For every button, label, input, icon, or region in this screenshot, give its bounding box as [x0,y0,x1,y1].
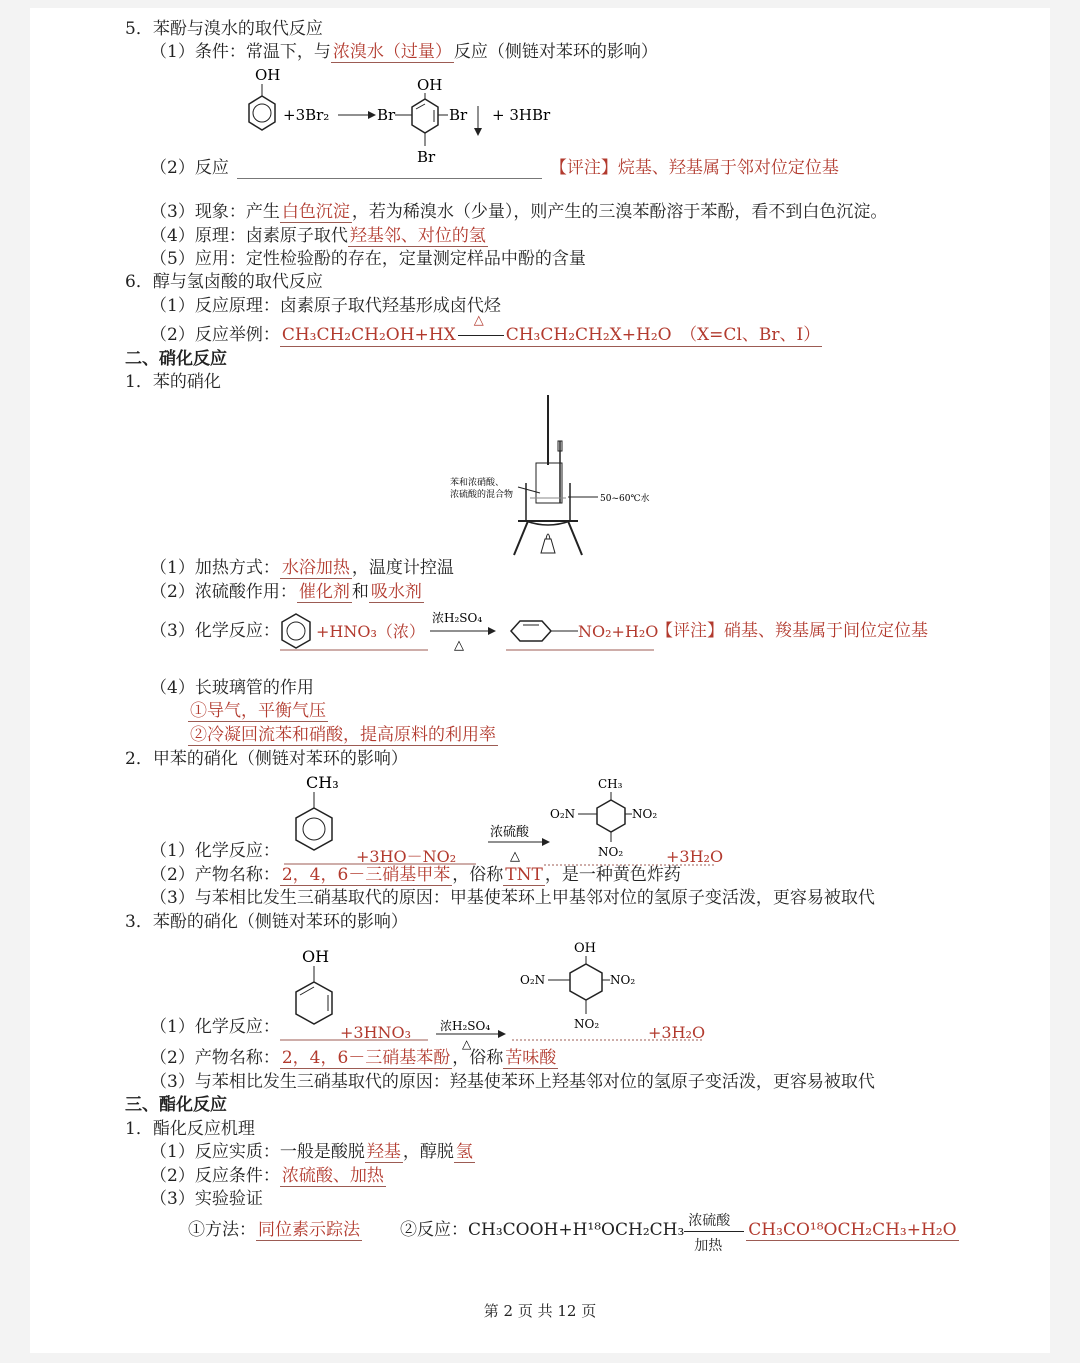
condition-line: （1）条件：常温下，与 浓溴水（过量） 反应（侧链对苯环的影响） [150,42,658,62]
reaction-line: （2）反应 【评注】烷基、羟基属于邻对位定位基 [150,158,839,178]
oh-label: OH [417,76,443,94]
section-title: 5．苯酚与溴水的取代反应 [125,19,323,39]
precipitate-arrow-icon [474,128,482,136]
sulfuric-acid-role-line: （2）浓硫酸作用： 催化剂 和 吸水剂 [150,582,422,602]
verification-line: （3）实验验证 [150,1189,263,1209]
toluene-reaction-label: （1）化学反应： [150,841,280,861]
section-heading: 三、酯化反应 [125,1095,227,1115]
phenomenon-line: （3）现象：产生 白色沉淀 ，若为稀溴水（少量），则产生的三溴苯酚溶于苯酚，看不到白色沉淀。 [150,202,888,222]
glass-tube-role-item: ①导气，平衡气压 [190,701,326,721]
condition-line: （2）反应条件： 浓硫酸、加热 [150,1166,384,1186]
subsection-title: 2．甲苯的硝化（侧链对苯环的影响） [125,749,408,769]
benzene-ring [570,964,602,1000]
product-name-line: （2）产物名称： 2，4，6－三硝基甲苯 ，俗称 TNT ，是一种黄色炸药 [150,865,681,885]
br-label: Br [377,106,396,124]
svg-text:浓H₂SO₄: 浓H₂SO₄ [432,611,483,625]
svg-text:OH: OH [574,941,596,956]
subsection-title: 1．苯的硝化 [125,372,221,392]
benzene-nitration-line: （3）化学反应： [150,621,280,641]
svg-text:NO₂: NO₂ [632,807,658,821]
svg-text:50~60℃水: 50~60℃水 [600,494,650,504]
reaction-arrow: 浓硫酸 加热 [684,1220,746,1242]
product-name-line: （2）产物名称： 2，4，6－三硝基苯酚 ，俗称 苦味酸 [150,1048,557,1068]
svg-text:CH₃: CH₃ [598,777,623,791]
reagent: +3Br₂ [283,106,330,124]
essence-line: （1）反应实质：一般是酸脱 羟基 ，醇脱 氢 [150,1142,473,1162]
section-title: 6．醇与氢卤酸的取代反应 [125,272,323,292]
svg-text:O₂N: O₂N [520,973,546,987]
principle-line: （4）原理：卤素原子取代 羟基邻、对位的氢 [150,226,486,246]
svg-text:+3H₂O: +3H₂O [666,847,724,866]
principle-line: （1）反应原理：卤素原子取代羟基形成卤代烃 [150,296,501,316]
svg-text:浓硫酸的混合物: 浓硫酸的混合物 [450,490,514,500]
heating-line: （1）加热方式： 水浴加热 ，温度计控温 [150,558,454,578]
application-line: （5）应用：定性检验酚的存在，定量测定样品中酚的含量 [150,249,586,269]
svg-text:浓H₂SO₄: 浓H₂SO₄ [440,1019,491,1033]
comment-note: 【评注】烷基、羟基属于邻对位定位基 [549,158,839,178]
svg-text:NO₂: NO₂ [574,1017,600,1031]
section-heading: 二、硝化反应 [125,349,227,369]
subsection-title: 1．酯化反应机理 [125,1119,255,1139]
svg-text:NO₂+H₂O: NO₂+H₂O [578,622,659,641]
phenol-nitration-equation [278,938,706,1052]
br-label: Br [417,148,436,166]
phenol-reaction-label: （1）化学反应： [150,1017,280,1037]
document-page [30,8,1050,1353]
benzene-ring [296,808,332,850]
svg-text:+HNO₃（浓）: +HNO₃（浓） [316,622,425,641]
svg-text:+3HNO₃: +3HNO₃ [340,1023,412,1042]
benzene-ring [597,800,625,832]
benzene-ring [282,614,310,648]
answer-text: 浓溴水（过量） [332,42,452,62]
svg-text:+3H₂O: +3H₂O [648,1023,706,1042]
benzene-ring [296,982,332,1024]
svg-text:△: △ [510,849,520,864]
subsection-title: 3．苯酚的硝化（侧链对苯环的影响） [125,912,408,932]
page-number: 第 2 页 共 12 页 [483,1302,597,1320]
glass-tube-role-line: （4）长玻璃管的作用 [150,678,314,698]
toluene-nitration-equation [276,772,724,876]
reaction-arrow: △ [456,324,506,346]
reason-line: （3）与苯相比发生三硝基取代的原因：甲基使苯环上甲基邻对位的氢原子变活泼，更容易被取代 [150,888,875,908]
svg-text:CH₃: CH₃ [306,773,339,792]
verification-detail-line: ①方法： 同位素示踪法 ②反应：CH₃COOH+H¹⁸OCH₂CH₃ 浓硫酸 加热 CH₃CO¹⁸OCH₂CH₃+H₂O [188,1212,957,1254]
svg-text:OH: OH [302,947,330,966]
svg-text:NO₂: NO₂ [598,845,624,859]
example-line: （2）反应举例： CH₃CH₂CH₂OH+HX △ CH₃CH₂CH₂X+H₂O （X=Cl、Br、I） [150,313,821,345]
product-hbr: + 3HBr [492,106,551,124]
svg-text:浓硫酸: 浓硫酸 [490,825,530,840]
svg-text:苯和浓硝酸、: 苯和浓硝酸、 [450,478,505,488]
br-label: Br [449,106,468,124]
svg-text:+3HO－NO₂: +3HO－NO₂ [356,847,457,866]
answer-blank [237,160,542,179]
svg-text:O₂N: O₂N [550,807,576,821]
svg-text:△: △ [462,1037,472,1051]
reason-line: （3）与苯相比发生三硝基取代的原因：羟基使苯环上羟基邻对位的氢原子变活泼，更容易被取代 [150,1072,875,1092]
svg-text:△: △ [454,638,464,653]
glass-tube-role-item: ②冷凝回流苯和硝酸，提高原料的利用率 [190,725,496,745]
benzene-ring [511,621,551,641]
oh-label: OH [255,66,281,84]
benzene-nitration-equation [278,602,698,662]
comment-note: 【评注】硝基、羧基属于间位定位基 [656,621,928,641]
svg-text:NO₂: NO₂ [610,973,636,987]
nitration-apparatus-diagram [448,393,648,567]
